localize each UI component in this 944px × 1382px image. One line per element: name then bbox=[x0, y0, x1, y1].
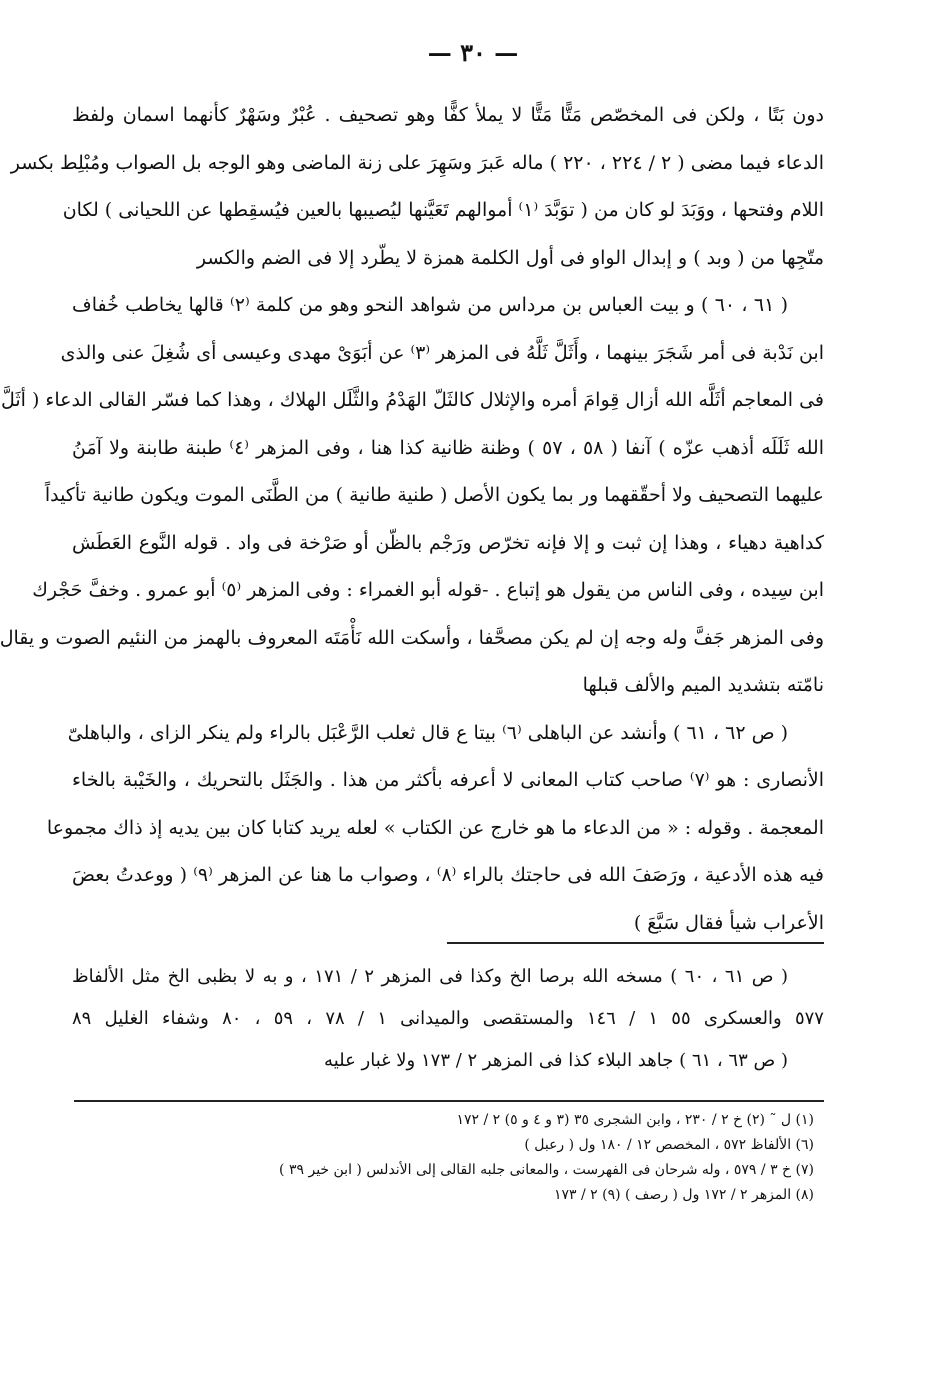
text-line: عليهما التصحيف ولا أحقّقهما ور بما يكون الأصل ( طنية طانية ) من الطَّنَى الموت ويكون طانية تأكيداً bbox=[44, 484, 824, 506]
note-line: ٥٧٧ والعسكرى ٥٥ ١ / ١٤٦ والمستقصى والميدانى ١ / ٧٨ ، ٥٩ ، ٨٠ وشفاء الغليل ٨٩ bbox=[72, 1008, 824, 1029]
text-line: كداهية دهياء ، وهذا إن ثبت و إلا فإنه تخرّص ورَجْم بالظّن أو صَرْخة فى واد . قوله النَّوع العَطَش bbox=[72, 531, 824, 554]
text-line: ( ٦١ ، ٦٠ ) و بيت العباس بن مرداس من شواهد النحو وهو من كلمة ⁽٢⁾ قالها يخاطب خُفاف bbox=[72, 294, 789, 316]
note-line: ( ص ٦١ ، ٦٠ ) مسخه الله برصا الخ وكذا فى المزهر ٢ / ١٧١ ، و به لا بظبى الخ مثل الألفاظ bbox=[72, 966, 788, 987]
text-line: ابن سِيده ، وفى الناس من يقول هو إتباع . -قوله أبو الغمراء : وفى المزهر ⁽٥⁾ أبو عمرو . وخفَّ حَجْرك bbox=[32, 579, 824, 601]
text-line: فيه هذه الأدعية ، ورَصَفَ الله فى حاجتك بالراء ⁽٨⁾ ، وصواب ما هنا عن المزهر ⁽٩⁾ ( ووعدتُ بعضَ bbox=[72, 864, 825, 886]
document-page bbox=[2, 0, 944, 1382]
footnote-line: (٧) خ ٣ / ٥٧٩ ، وله شرحان فى الفهرست ، والمعانى جلبه القالى إلى الأندلس ( ابن خير ٣٩ ) bbox=[279, 1162, 814, 1178]
main-text-block bbox=[0, 92, 825, 947]
footnote-divider bbox=[74, 1100, 824, 1102]
footnotes-block bbox=[202, 1108, 814, 1208]
text-line: الأعراب شيأ فقال سَبَّعَ ) bbox=[633, 911, 824, 934]
text-line: وفى المزهر جَفَّ وله وجه إن لم يكن مصحَّفا ، وأسكت الله نَأْمَتَه المعروف بالهمز من النئيم الصوت و يقال bbox=[0, 626, 824, 649]
text-line: الأنصارى : هو ⁽٧⁾ صاحب كتاب المعانى لا أعرفه بأكثر من هذا . والجَثَل بالتحريك ، والخَيْبة بالخاء bbox=[72, 769, 824, 791]
text-line: الدعاء فيما مضى ( ٢ / ٢٢٤ ، ٢٢٠ ) ماله عَبرَ وسَهِرَ على زنة الماضى وهو الوجه بل الصواب ومُبْلِط بكسر bbox=[10, 151, 824, 174]
footnote-line: (١) ل ˜ (٢) خ ٢ / ٢٣٠ ، وابن الشجرى ٣٥ (٣ و ٤ و ٥) ٢ / ١٧٢ bbox=[456, 1112, 814, 1128]
page-number: — ٣٠ — bbox=[427, 38, 519, 67]
section-notes-block bbox=[72, 956, 824, 1082]
text-line: اللام وفتحها ، ووَبَدَ لو كان من ( توَبَّدَ ⁽١⁾ أموالهم تَعَيَّنها ليُصيبها بالعين فيُسقِطها عن اللحيانى ) لكان bbox=[62, 199, 824, 221]
text-line: نامّته بتشديد الميم والألف قبلها bbox=[582, 674, 824, 696]
note-line: ( ص ٦٣ ، ٦١ ) جاهد البلاء كذا فى المزهر ٢ / ١٧٣ ولا غبار عليه bbox=[324, 1050, 788, 1071]
footnote-line: (٨) المزهر ٢ / ١٧٢ ول ( رصف ) (٩) ٢ / ١٧٣ bbox=[553, 1187, 814, 1203]
text-line: ابن نَدْبة فى أمر شَجَرَ بينهما ، وأَثَلَّ ثَلَّهُ فى المزهر ⁽٣⁾ عن أبَوَىْ مهدى وعيسى أى شُغِلَ عنى والذى bbox=[60, 341, 824, 364]
section-divider bbox=[447, 942, 824, 944]
text-line: دون بَتًا ، ولكن فى المخصّص مَتًّا مَتًّا لا يملأ كفًّا وهو تصحيف . عُبْرٌ وسَهْرٌ كأنهما اسمان ولفظ bbox=[72, 104, 824, 126]
footnote-line: (٦) الألفاظ ٥٧٢ ، المخصص ١٢ / ١٨٠ ول ( رعبل ) bbox=[524, 1137, 814, 1153]
text-line: فى المعاجم أثَلَّه الله أزال قِوامَ أمره والإثلال كالثَلّ الهَدْمُ والثَّلَل الهلاك ، وهذا كما فسّر القالى الدعاء ( أثَلَّ bbox=[0, 389, 824, 411]
text-line: الله ثَلَلَه أذهب عزّه ) آنفا ( ٥٨ ، ٥٧ ) وظنة ظانية كذا هنا ، وفى المزهر ⁽٤⁾ طبنة طابنة ولا آمَنُ bbox=[72, 436, 824, 459]
text-line: متّجِها من ( وبد ) و إبدال الواو فى أول الكلمة همزة لا يطّرد إلا فى الضم والكسر bbox=[196, 246, 824, 269]
text-line: المعجمة . وقوله : « من الدعاء ما هو خارج عن الكتاب » لعله يريد كتابا كان بين يديه إذ ذاك مجموعا bbox=[46, 816, 824, 839]
text-line: ( ص ٦٢ ، ٦١ ) وأنشد عن الباهلى ⁽٦⁾ بيتا ع قال ثعلب الرَّعْبَل بالراء ولم ينكر الزاى ، والباهلىّ bbox=[67, 721, 788, 744]
